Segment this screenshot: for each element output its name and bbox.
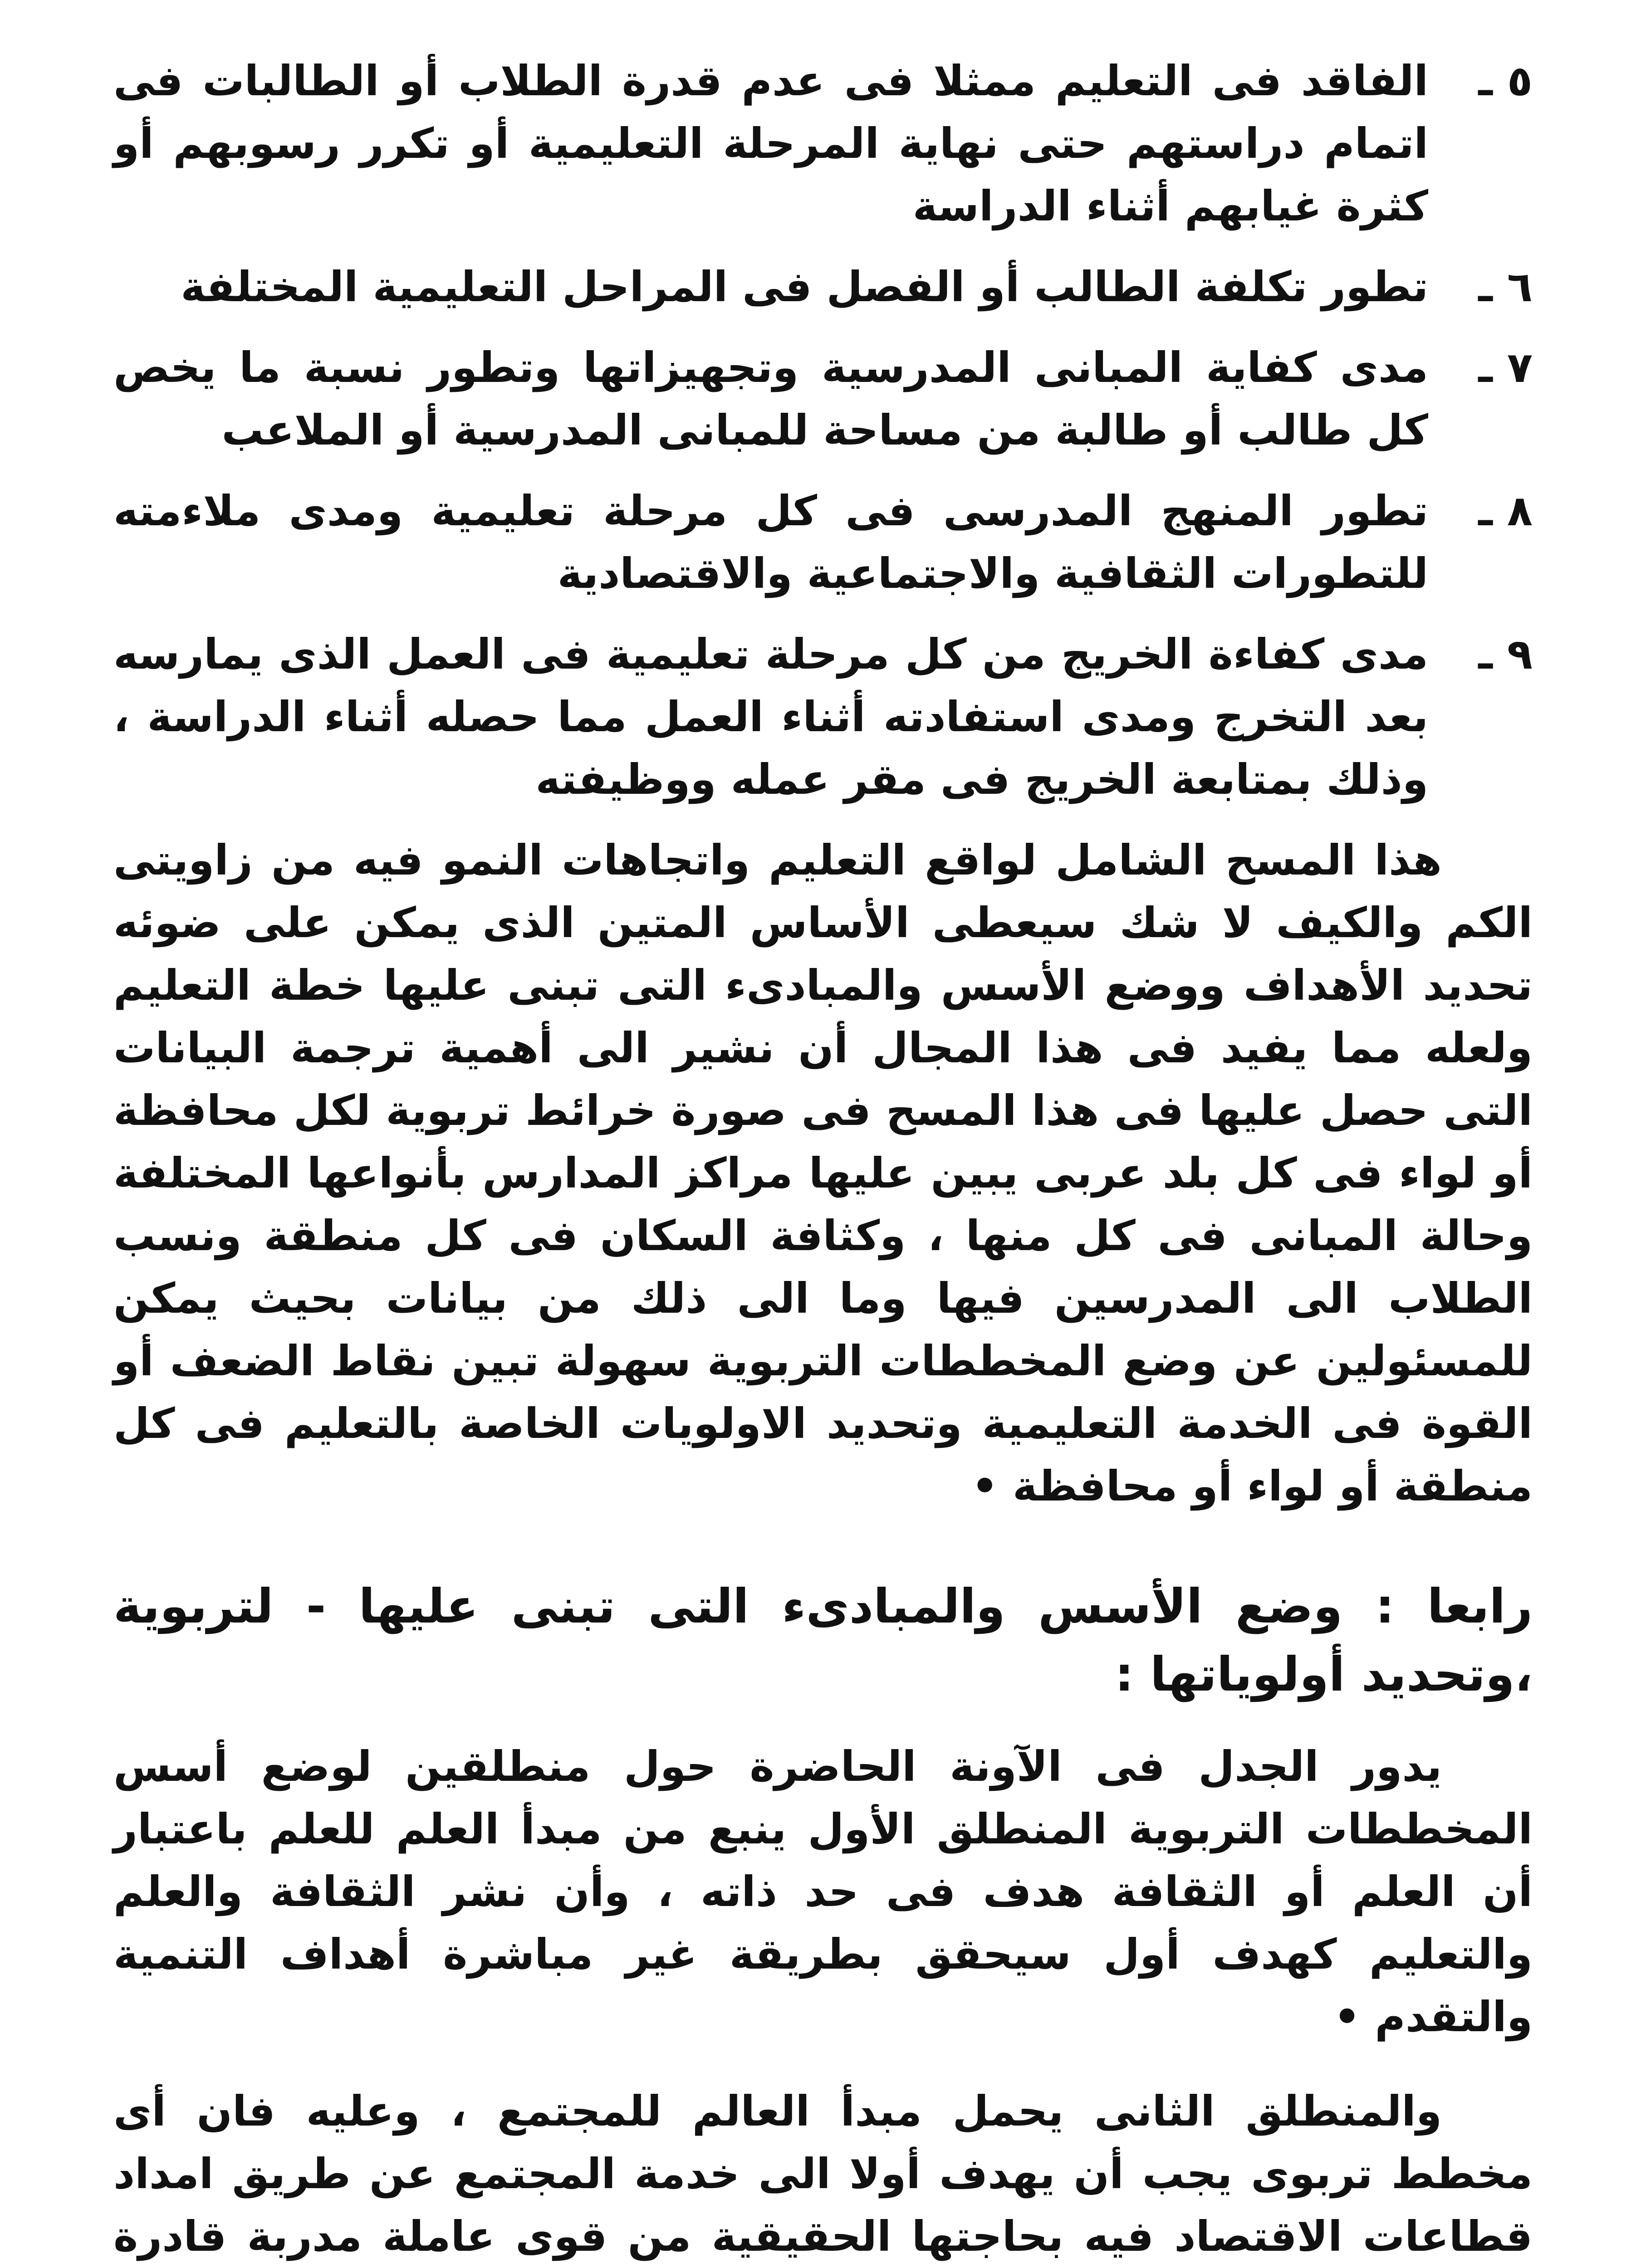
list-item (113, 623, 1533, 811)
list-item-number: ٥ ـ (1478, 57, 1533, 105)
list-item-text: الفاقد فى التعليم ممثلا فى عدم قدرة الطلاب أو الطالبات فى اتمام دراستهم حتى نهاية المرحلة التعليمية أو تكرر رسوبهم أو كثرة غيابهم أثناء الدراسة (113, 57, 1428, 230)
second-principle-section (113, 2080, 1533, 2268)
list-item-number: ٧ ـ (1478, 343, 1533, 392)
list-item-text: تطور المنهج المدرسى فى كل مرحلة تعليمية ومدى ملاءمته للتطورات الثقافية والاجتماعية والاقتصادية (113, 487, 1428, 598)
list-item (113, 337, 1533, 462)
second-principle-paragraph: والمنطلق الثانى يحمل مبدأ العالم للمجتمع ، وعليه فان أى مخطط تربوى يجب أن يهدف أولا الى خدمة المجتمع عن طريق امداد قطاعات الاقتصاد فيه بحاجتها الحقيقية من قوى عاملة مدربة قادرة (113, 2087, 1533, 2261)
debate-paragraph: يدور الجدل فى الآونة الحاضرة حول منطلقين لوضع أسس المخططات التربوية المنطلق الأول ينبع من مبدأ العلم للعلم باعتبار أن العلم أو الثقافة هدف فى حد ذاته ، وأن نشر الثقافة والعلم والتعليم كهدف أول سيحقق بطريقة غير مباشرة أهداف التنمية والتقدم • (113, 1742, 1533, 2041)
list-item (113, 256, 1533, 318)
list-item-number: ٦ ـ (1478, 263, 1533, 311)
survey-section (113, 829, 1533, 1518)
numbered-list (113, 50, 1533, 811)
debate-section (113, 1735, 1533, 2048)
list-item-text: مدى كفاية المبانى المدرسية وتجهيزاتها وتطور نسبة ما يخص كل طالب أو طالبة من مساحة للمبانى المدرسية أو الملاعب (113, 343, 1428, 455)
list-item-text: تطور تكلفة الطالب أو الفصل فى المراحل التعليمية المختلفة (181, 263, 1428, 311)
list-item-text: مدى كفاءة الخريج من كل مرحلة تعليمية فى العمل الذى يمارسه بعد التخرج ومدى استفادته أثناء العمل مما حصله أثناء الدراسة ، وذلك بمتابعة الخريج فى مقر عمله ووظيفته (113, 630, 1428, 804)
section-heading: رابعا : وضع الأسس والمبادىء التى تبنى عليها - لتربوية ،وتحديد أولوياتها : (113, 1579, 1533, 1702)
survey-paragraph: هذا المسح الشامل لواقع التعليم واتجاهات النمو فيه من زاويتى الكم والكيف لا شك سيعطى الأساس المتين الذى يمكن على ضوئه تحديد الأهداف ووضع الأسس والمبادىء التى تبنى عليها خطة التعليم ولعله مما يفيد فى هذا المجال أن نشير الى أهمية ترجمة البيانات التى حصل عليها فى هذا المسح فى صورة خرائط تربوية لكل محافظة أو لواء فى كل بلد عربى يبين عليها مراكز المدارس بأنواعها المختلفة وحالة المبانى فى كل منها ، وكثافة السكان فى كل منطقة ونسب الطلاب الى المدرسين فيها وما الى ذلك من بيانات بحيث يمكن للمسئولين عن وضع المخططات التربوية سهولة تبين نقاط الضعف أو القوة فى الخدمة التعليمية وتحديد الاولويات الخاصة بالتعليم فى كل منطقة أو لواء أو محافظة • (113, 836, 1533, 1510)
list-item (113, 50, 1533, 238)
document-page (113, 50, 1533, 2268)
list-item (113, 480, 1533, 605)
list-item-number: ٩ ـ (1478, 630, 1533, 679)
list-item-number: ٨ ـ (1478, 487, 1533, 535)
